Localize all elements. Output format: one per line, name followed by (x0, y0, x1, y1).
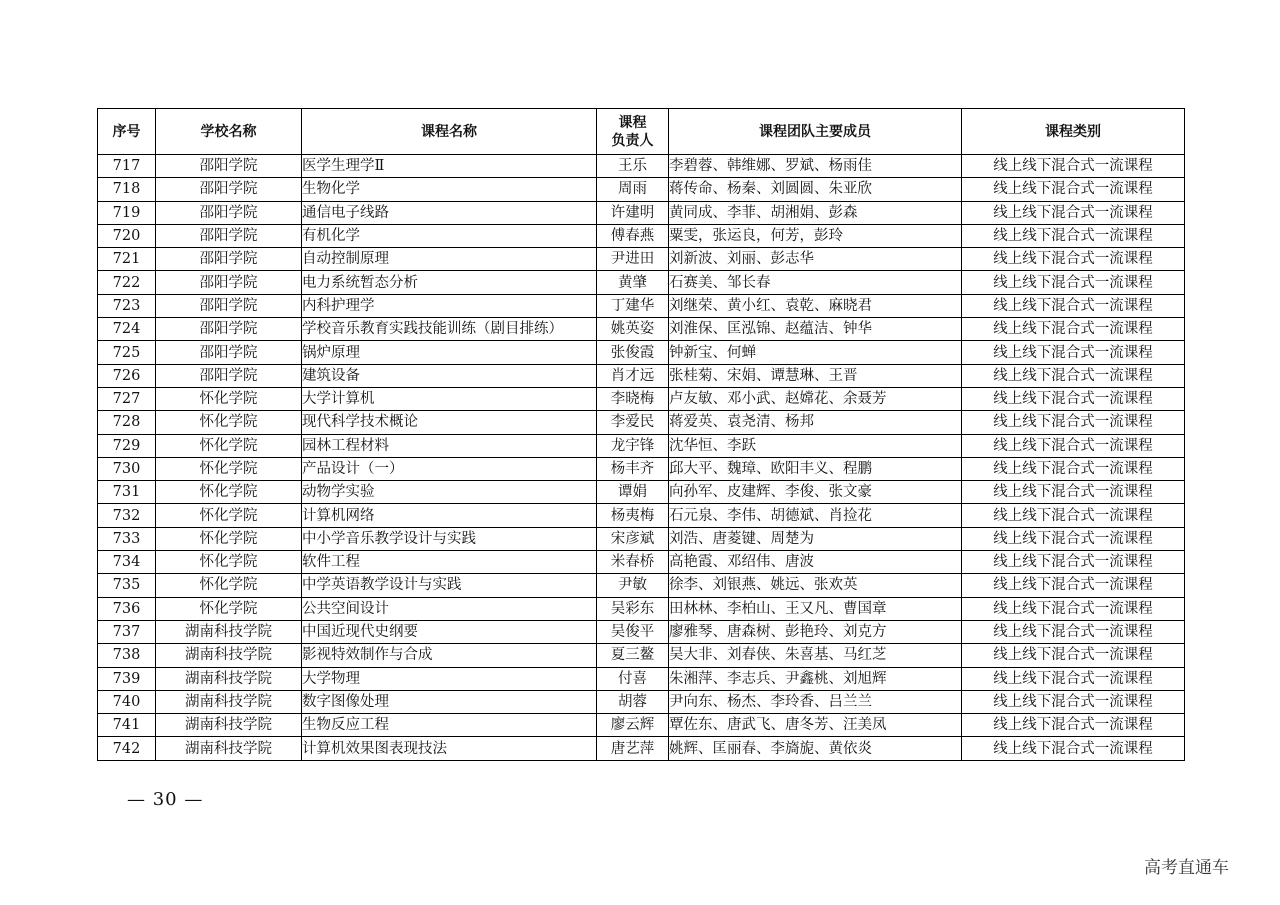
cell-course: 园林工程材料 (302, 434, 597, 457)
cell-course: 医学生理学Ⅱ (302, 155, 597, 178)
header-num: 序号 (98, 109, 156, 155)
cell-school: 邵阳学院 (156, 271, 302, 294)
cell-lead: 姚英姿 (597, 318, 669, 341)
table-row (98, 504, 1185, 527)
cell-team: 刘淮保、匡泓锦、赵蕴洁、钟华 (669, 318, 962, 341)
table-row (98, 364, 1185, 387)
cell-category: 线上线下混合式一流课程 (962, 574, 1185, 597)
course-table (97, 108, 1185, 761)
cell-team: 邱大平、魏璋、欧阳丰义、程鹏 (669, 457, 962, 480)
cell-category: 线上线下混合式一流课程 (962, 714, 1185, 737)
cell-num: 722 (98, 271, 156, 294)
cell-course: 现代科学技术概论 (302, 411, 597, 434)
cell-school: 湖南科技学院 (156, 714, 302, 737)
cell-school: 邵阳学院 (156, 248, 302, 271)
cell-lead: 许建明 (597, 201, 669, 224)
cell-school: 邵阳学院 (156, 318, 302, 341)
cell-num: 721 (98, 248, 156, 271)
cell-course: 中学英语教学设计与实践 (302, 574, 597, 597)
table-row (98, 597, 1185, 620)
table-row (98, 527, 1185, 550)
cell-num: 740 (98, 690, 156, 713)
table-row (98, 714, 1185, 737)
header-course: 课程名称 (302, 109, 597, 155)
cell-num: 729 (98, 434, 156, 457)
cell-category: 线上线下混合式一流课程 (962, 597, 1185, 620)
cell-course: 大学物理 (302, 667, 597, 690)
table-row (98, 481, 1185, 504)
cell-course: 生物化学 (302, 178, 597, 201)
table-row (98, 457, 1185, 480)
table-body (98, 155, 1185, 761)
cell-num: 731 (98, 481, 156, 504)
cell-category: 线上线下混合式一流课程 (962, 155, 1185, 178)
cell-team: 刘浩、唐菱键、周楚为 (669, 527, 962, 550)
cell-school: 湖南科技学院 (156, 620, 302, 643)
cell-num: 726 (98, 364, 156, 387)
table-row (98, 387, 1185, 410)
cell-team: 卢友敏、邓小武、赵嫦花、余聂芳 (669, 387, 962, 410)
cell-school: 怀化学院 (156, 504, 302, 527)
cell-team: 张桂菊、宋娟、谭慧琳、王晋 (669, 364, 962, 387)
cell-school: 怀化学院 (156, 387, 302, 410)
table-row (98, 574, 1185, 597)
cell-lead: 付喜 (597, 667, 669, 690)
header-team: 课程团队主要成员 (669, 109, 962, 155)
cell-course: 生物反应工程 (302, 714, 597, 737)
table-row (98, 271, 1185, 294)
table-row (98, 411, 1185, 434)
cell-num: 720 (98, 224, 156, 247)
cell-team: 姚辉、匡丽春、李旖旎、黄依炎 (669, 737, 962, 760)
cell-team: 石元泉、李伟、胡德斌、肖捡花 (669, 504, 962, 527)
table-row (98, 620, 1185, 643)
cell-lead: 傅春燕 (597, 224, 669, 247)
cell-school: 湖南科技学院 (156, 690, 302, 713)
cell-school: 湖南科技学院 (156, 667, 302, 690)
cell-team: 徐李、刘银燕、姚远、张欢英 (669, 574, 962, 597)
cell-course: 建筑设备 (302, 364, 597, 387)
cell-category: 线上线下混合式一流课程 (962, 294, 1185, 317)
cell-course: 动物学实验 (302, 481, 597, 504)
cell-num: 725 (98, 341, 156, 364)
cell-num: 733 (98, 527, 156, 550)
cell-category: 线上线下混合式一流课程 (962, 457, 1185, 480)
cell-num: 741 (98, 714, 156, 737)
cell-team: 刘新波、刘丽、彭志华 (669, 248, 962, 271)
cell-course: 自动控制原理 (302, 248, 597, 271)
cell-category: 线上线下混合式一流课程 (962, 644, 1185, 667)
cell-category: 线上线下混合式一流课程 (962, 667, 1185, 690)
cell-team: 向孙军、皮建辉、李俊、张文豪 (669, 481, 962, 504)
cell-num: 732 (98, 504, 156, 527)
cell-num: 736 (98, 597, 156, 620)
header-lead (597, 109, 669, 155)
cell-num: 730 (98, 457, 156, 480)
table-header (98, 109, 1185, 155)
cell-lead: 肖才远 (597, 364, 669, 387)
cell-course: 软件工程 (302, 551, 597, 574)
cell-lead: 夏三鳌 (597, 644, 669, 667)
cell-team: 石赛美、邹长春 (669, 271, 962, 294)
cell-num: 737 (98, 620, 156, 643)
cell-category: 线上线下混合式一流课程 (962, 481, 1185, 504)
cell-lead: 尹进田 (597, 248, 669, 271)
cell-num: 735 (98, 574, 156, 597)
cell-lead: 吴俊平 (597, 620, 669, 643)
cell-team: 高艳霞、邓绍伟、唐波 (669, 551, 962, 574)
cell-lead: 周雨 (597, 178, 669, 201)
cell-category: 线上线下混合式一流课程 (962, 387, 1185, 410)
cell-num: 738 (98, 644, 156, 667)
cell-lead: 胡蓉 (597, 690, 669, 713)
cell-course: 计算机网络 (302, 504, 597, 527)
cell-school: 怀化学院 (156, 574, 302, 597)
cell-course: 影视特效制作与合成 (302, 644, 597, 667)
cell-lead: 宋彦斌 (597, 527, 669, 550)
cell-course: 产品设计（一） (302, 457, 597, 480)
cell-lead: 尹敏 (597, 574, 669, 597)
cell-num: 727 (98, 387, 156, 410)
cell-num: 718 (98, 178, 156, 201)
cell-num: 717 (98, 155, 156, 178)
cell-course: 公共空间设计 (302, 597, 597, 620)
cell-team: 覃佐东、唐武飞、唐冬芳、汪美凤 (669, 714, 962, 737)
cell-school: 邵阳学院 (156, 224, 302, 247)
cell-num: 728 (98, 411, 156, 434)
table-row (98, 434, 1185, 457)
cell-course: 锅炉原理 (302, 341, 597, 364)
cell-team: 吴大非、刘春侠、朱喜基、马红芝 (669, 644, 962, 667)
cell-category: 线上线下混合式一流课程 (962, 224, 1185, 247)
cell-school: 邵阳学院 (156, 341, 302, 364)
cell-team: 廖雅琴、唐森树、彭艳玲、刘克方 (669, 620, 962, 643)
cell-category: 线上线下混合式一流课程 (962, 504, 1185, 527)
table-row (98, 737, 1185, 760)
watermark: 高考直通车 (1144, 858, 1229, 878)
header-row (98, 109, 1185, 155)
table-row (98, 224, 1185, 247)
table-row (98, 248, 1185, 271)
table-row (98, 178, 1185, 201)
cell-category: 线上线下混合式一流课程 (962, 178, 1185, 201)
cell-category: 线上线下混合式一流课程 (962, 411, 1185, 434)
table-row (98, 644, 1185, 667)
table-row (98, 667, 1185, 690)
table-row (98, 341, 1185, 364)
cell-course: 中国近现代史纲要 (302, 620, 597, 643)
cell-lead: 李晓梅 (597, 387, 669, 410)
header-school: 学校名称 (156, 109, 302, 155)
cell-category: 线上线下混合式一流课程 (962, 527, 1185, 550)
cell-lead: 谭娟 (597, 481, 669, 504)
cell-school: 湖南科技学院 (156, 644, 302, 667)
header-lead-line1: 课程 (618, 114, 647, 131)
cell-num: 739 (98, 667, 156, 690)
cell-school: 邵阳学院 (156, 294, 302, 317)
cell-team: 蒋传命、杨秦、刘圆圆、朱亚欣 (669, 178, 962, 201)
cell-category: 线上线下混合式一流课程 (962, 737, 1185, 760)
cell-team: 朱湘萍、李志兵、尹鑫桃、刘旭辉 (669, 667, 962, 690)
cell-team: 粟雯，张运良，何芳，彭玲 (669, 224, 962, 247)
cell-num: 734 (98, 551, 156, 574)
cell-category: 线上线下混合式一流课程 (962, 434, 1185, 457)
cell-school: 怀化学院 (156, 527, 302, 550)
cell-school: 怀化学院 (156, 551, 302, 574)
cell-lead: 吴彩东 (597, 597, 669, 620)
cell-lead: 李爱民 (597, 411, 669, 434)
page-number: — 30 — (127, 789, 204, 810)
cell-lead: 廖云辉 (597, 714, 669, 737)
cell-category: 线上线下混合式一流课程 (962, 271, 1185, 294)
cell-school: 邵阳学院 (156, 178, 302, 201)
cell-course: 数字图像处理 (302, 690, 597, 713)
cell-course: 中小学音乐教学设计与实践 (302, 527, 597, 550)
cell-num: 724 (98, 318, 156, 341)
cell-lead: 杨丰齐 (597, 457, 669, 480)
cell-course: 通信电子线路 (302, 201, 597, 224)
cell-category: 线上线下混合式一流课程 (962, 201, 1185, 224)
cell-school: 邵阳学院 (156, 364, 302, 387)
cell-course: 有机化学 (302, 224, 597, 247)
cell-team: 钟新宝、何蝉 (669, 341, 962, 364)
cell-course: 大学计算机 (302, 387, 597, 410)
cell-school: 怀化学院 (156, 457, 302, 480)
cell-num: 742 (98, 737, 156, 760)
cell-category: 线上线下混合式一流课程 (962, 318, 1185, 341)
cell-team: 尹向东、杨杰、李玲香、吕兰兰 (669, 690, 962, 713)
table-row (98, 690, 1185, 713)
cell-team: 沈华恒、李跃 (669, 434, 962, 457)
cell-school: 怀化学院 (156, 411, 302, 434)
cell-course: 学校音乐教育实践技能训练（剧目排练） (302, 318, 597, 341)
cell-team: 黄同成、李菲、胡湘娟、彭森 (669, 201, 962, 224)
cell-school: 怀化学院 (156, 597, 302, 620)
cell-category: 线上线下混合式一流课程 (962, 341, 1185, 364)
header-lead-line2: 负责人 (611, 132, 654, 149)
cell-num: 723 (98, 294, 156, 317)
cell-lead: 黄肇 (597, 271, 669, 294)
cell-category: 线上线下混合式一流课程 (962, 248, 1185, 271)
table-row (98, 155, 1185, 178)
cell-team: 蒋爱英、袁尧清、杨邦 (669, 411, 962, 434)
cell-lead: 张俊霞 (597, 341, 669, 364)
cell-lead: 丁建华 (597, 294, 669, 317)
cell-lead: 杨夷梅 (597, 504, 669, 527)
cell-school: 邵阳学院 (156, 155, 302, 178)
cell-category: 线上线下混合式一流课程 (962, 690, 1185, 713)
cell-team: 田林林、李柏山、王又凡、曹国章 (669, 597, 962, 620)
cell-category: 线上线下混合式一流课程 (962, 551, 1185, 574)
cell-school: 怀化学院 (156, 481, 302, 504)
cell-course: 内科护理学 (302, 294, 597, 317)
cell-school: 邵阳学院 (156, 201, 302, 224)
cell-lead: 米春桥 (597, 551, 669, 574)
cell-school: 怀化学院 (156, 434, 302, 457)
header-category: 课程类别 (962, 109, 1185, 155)
table-row (98, 551, 1185, 574)
cell-school: 湖南科技学院 (156, 737, 302, 760)
cell-lead: 王乐 (597, 155, 669, 178)
cell-team: 刘继荣、黄小红、袁乾、麻晓君 (669, 294, 962, 317)
cell-lead: 龙宇锋 (597, 434, 669, 457)
cell-team: 李碧蓉、韩维娜、罗斌、杨雨佳 (669, 155, 962, 178)
cell-course: 电力系统暂态分析 (302, 271, 597, 294)
table-row (98, 318, 1185, 341)
cell-category: 线上线下混合式一流课程 (962, 364, 1185, 387)
cell-course: 计算机效果图表现技法 (302, 737, 597, 760)
cell-category: 线上线下混合式一流课程 (962, 620, 1185, 643)
table-row (98, 294, 1185, 317)
table-row (98, 201, 1185, 224)
cell-num: 719 (98, 201, 156, 224)
cell-lead: 唐艺萍 (597, 737, 669, 760)
